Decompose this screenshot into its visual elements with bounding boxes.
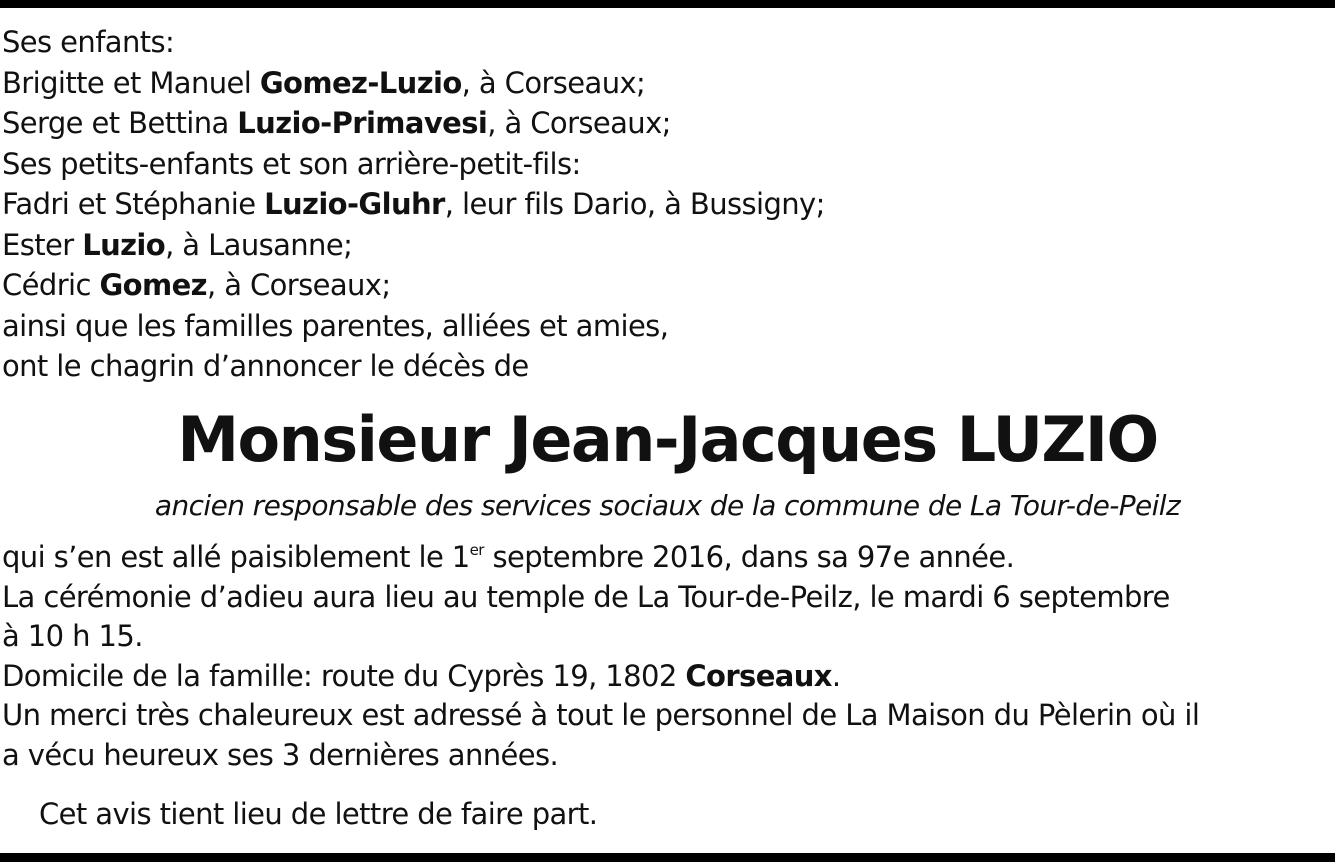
family-line: Serge et Bettina Luzio-Primavesi, à Corseaux;: [2, 106, 671, 140]
family-list: [2, 22, 825, 387]
deceased-name: Monsieur Jean-Jacques LUZIO: [177, 403, 1158, 476]
thanks-line: Un merci très chaleureux est adressé à tout le personnel de La Maison du Pèlerin où il: [2, 698, 1200, 732]
ordinal-superscript: er: [469, 541, 484, 559]
family-line: ainsi que les familles parentes, alliées et amies,: [2, 308, 669, 343]
family-line: Cédric Gomez, à Corseaux;: [2, 268, 391, 302]
family-line: Ester Luzio, à Lausanne;: [2, 227, 353, 262]
family-line: Ses petits-enfants et son arrière-petit-fils:: [2, 146, 581, 181]
bottom-border-rule: [0, 853, 1335, 862]
family-line: Ses enfants:: [2, 25, 175, 59]
family-line: ont le chagrin d’annoncer le décès de: [2, 349, 529, 383]
deceased-title: ancien responsable des services sociaux de la commune de La Tour-de-Peilz: [154, 489, 1181, 522]
closing-note: Cet avis tient lieu de lettre de faire part.: [39, 797, 598, 831]
family-domicile: Domicile de la famille: route du Cyprès 19, 1802 Corseaux.: [2, 658, 841, 693]
family-line: Fadri et Stéphanie Luzio-Gluhr, leur fils Dario, à Bussigny;: [2, 187, 825, 221]
notice-details: [2, 538, 1199, 775]
top-border-rule: [0, 0, 1335, 8]
thanks-line-continued: a vécu heureux ses 3 dernières années.: [2, 737, 559, 772]
ceremony-line: La cérémonie d’adieu aura lieu au temple de La Tour-de-Peilz, le mardi 6 septembre: [2, 579, 1170, 614]
family-line: Brigitte et Manuel Gomez-Luzio, à Corseaux;: [2, 65, 646, 100]
ceremony-time-line: à 10 h 15.: [2, 619, 143, 653]
death-announcement: qui s’en est allé paisiblement le 1er septembre 2016, dans sa 97e année.: [2, 540, 1015, 574]
